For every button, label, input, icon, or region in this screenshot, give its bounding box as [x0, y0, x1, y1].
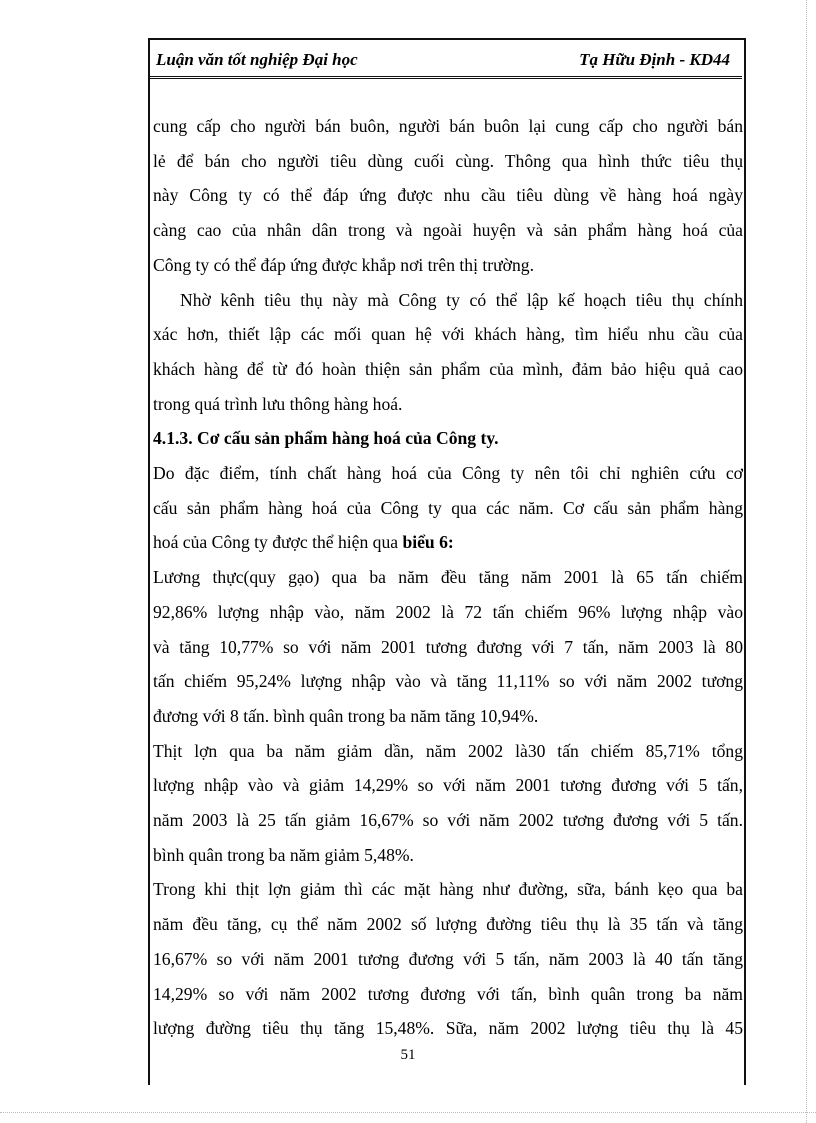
text-line: tấn chiếm 95,24% lượng nhập vào và tăng 11,11% so với năm 2002 tương — [153, 671, 743, 692]
text-line: Công ty có thể đáp ứng được khắp nơi trên thị trường. — [153, 254, 534, 275]
header-author: Tạ Hữu Định - KD44 — [579, 50, 730, 69]
text-line: 14,29% so với năm 2002 tương đương với tấn, bình quân trong ba năm — [153, 983, 743, 1004]
text-line: Do đặc điểm, tính chất hàng hoá của Công ty nên tôi chỉ nghiên cứu cơ — [153, 463, 743, 484]
text-line: lẻ để bán cho người tiêu dùng cuối cùng. Thông qua hình thức tiêu thụ — [153, 150, 743, 171]
text-line: lượng đường tiêu thụ tăng 15,48%. Sữa, năm 2002 lượng tiêu thụ là 45 — [153, 1018, 743, 1039]
text-line: Trong khi thịt lợn giảm thì các mặt hàng như đường, sữa, bánh kẹo qua ba — [153, 879, 743, 900]
table-reference: biểu 6: — [402, 532, 454, 553]
text-line — [153, 525, 743, 560]
header-thesis-title: Luận văn tốt nghiệp Đại học — [156, 50, 358, 69]
text-line: lượng nhập vào và giảm 14,29% so với năm 2001 tương đương với 5 tấn, — [153, 775, 743, 796]
text-line: này Công ty có thể đáp ứng được nhu cầu tiêu dùng về hàng hoá ngày — [153, 185, 743, 206]
text-line: xác hơn, thiết lập các mối quan hệ với khách hàng, tìm hiểu nhu cầu của — [153, 324, 743, 345]
page-edge-right — [806, 0, 807, 1123]
page-edge-bottom — [0, 1112, 816, 1113]
text-line: Thịt lợn qua ba năm giảm dần, năm 2002 là30 tấn chiếm 85,71% tổng — [153, 740, 743, 761]
document-body — [153, 109, 743, 1046]
text-segment: hoá của Công ty được thể hiện qua — [153, 532, 403, 553]
text-line: cấu sản phẩm hàng hoá của Công ty qua các năm. Cơ cấu sản phẩm hàng — [153, 497, 743, 518]
text-line: trong quá trình lưu thông hàng hoá. — [153, 393, 403, 414]
text-line: và tăng 10,77% so với năm 2001 tương đương với 7 tấn, năm 2003 là 80 — [153, 636, 743, 657]
text-line: khách hàng để từ đó hoàn thiện sản phẩm của mình, đảm bảo hiệu quả cao — [153, 358, 743, 379]
page-header — [148, 44, 742, 79]
section-heading: 4.1.3. Cơ cấu sản phẩm hàng hoá của Công ty. — [153, 428, 499, 449]
text-line: 16,67% so với năm 2001 tương đương với 5 tấn, năm 2003 là 40 tấn tăng — [153, 948, 743, 969]
text-line: bình quân trong ba năm giảm 5,48%. — [153, 844, 414, 865]
text-line: cung cấp cho người bán buôn, người bán buôn lại cung cấp cho người bán — [153, 116, 743, 136]
text-line: 92,86% lượng nhập vào, năm 2002 là 72 tấn chiếm 96% lượng nhập vào — [153, 601, 743, 622]
page-number: 51 — [400, 1047, 416, 1063]
text-line: càng cao của nhân dân trong và ngoài huyện và sản phẩm hàng hoá của — [153, 220, 743, 241]
text-line: năm đều tăng, cụ thể năm 2002 số lượng đường tiêu thụ là 35 tấn và tăng — [153, 914, 743, 935]
text-line: Nhờ kênh tiêu thụ này mà Công ty có thể lập kế hoạch tiêu thụ chính — [180, 289, 743, 310]
text-line: Lương thực(quy gạo) qua ba năm đều tăng năm 2001 là 65 tấn chiếm — [153, 567, 743, 588]
text-line: năm 2003 là 25 tấn giảm 16,67% so với năm 2002 tương đương với 5 tấn. — [153, 810, 743, 831]
text-line: đương với 8 tấn. bình quân trong ba năm tăng 10,94%. — [153, 705, 539, 726]
